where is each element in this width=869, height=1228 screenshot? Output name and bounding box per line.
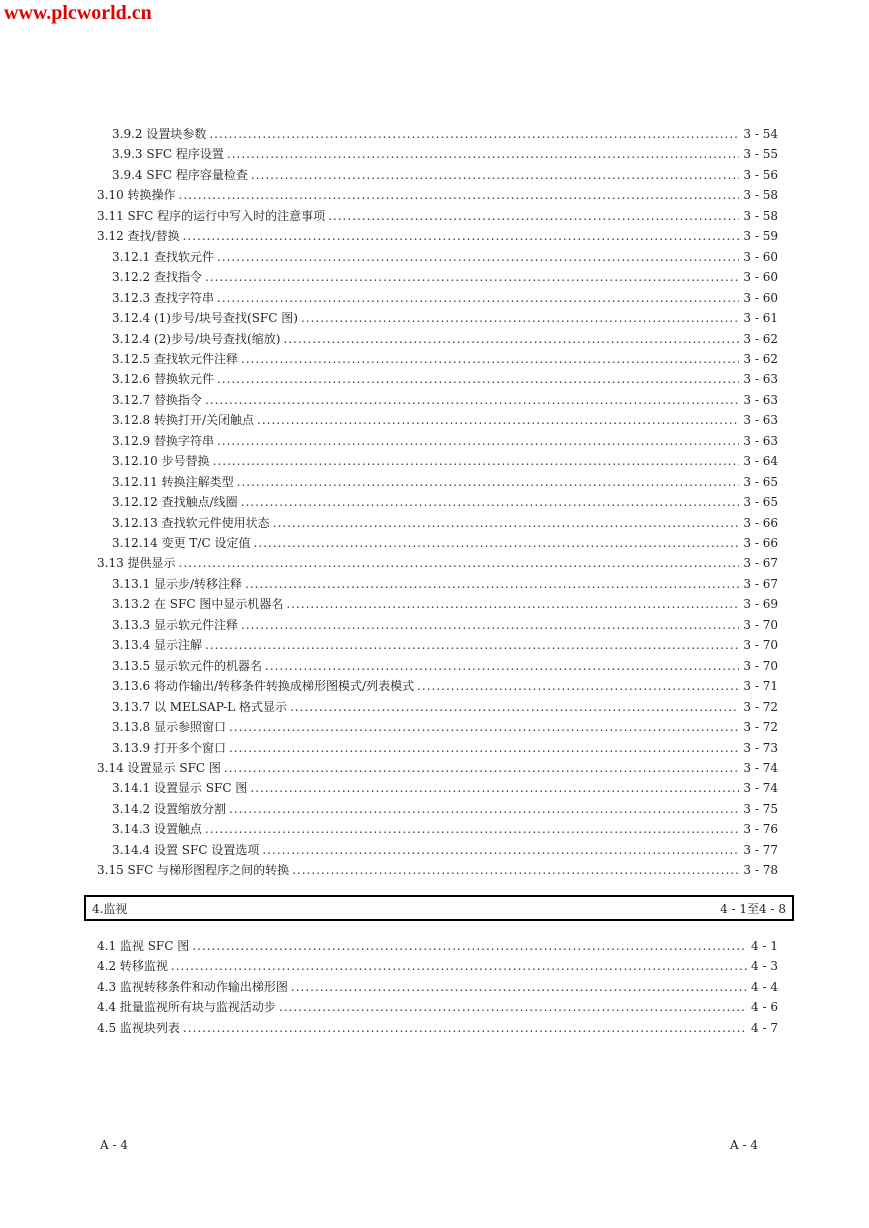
toc-dot-leader <box>171 956 747 976</box>
toc-entry-title: 3.13.6 将动作输出/转移条件转换成梯形图模式/列表模式 <box>112 679 415 694</box>
toc-dot-leader <box>291 977 747 997</box>
toc-dot-leader <box>213 451 740 471</box>
toc-entry-title: 3.12.14 变更 T/C 设定值 <box>112 536 251 550</box>
toc-entry-page: 3 - 73 <box>743 740 778 755</box>
toc-entry-title: 3.14.2 设置缩放分割 <box>112 801 226 816</box>
toc-entry-page: 3 - 72 <box>743 720 778 735</box>
watermark-url[interactable]: www.plcworld.cn <box>4 2 152 24</box>
toc-dot-leader <box>250 778 739 798</box>
toc-dot-leader <box>251 165 740 185</box>
toc-entry-page: 3 - 67 <box>743 576 778 591</box>
toc-entry[interactable] <box>112 533 778 553</box>
toc-entry-page: 3 - 55 <box>743 147 778 162</box>
toc-entry[interactable] <box>112 308 778 328</box>
toc-dot-leader <box>237 472 740 492</box>
toc-entry[interactable] <box>97 860 778 880</box>
toc-dot-leader <box>209 124 739 144</box>
toc-entry-page: 3 - 66 <box>743 536 778 550</box>
toc-entry-title: 3.12.4 (1)步号/块号查找(SFC 图) <box>112 311 298 326</box>
toc-entry-page: 4 - 3 <box>751 959 778 974</box>
toc-entry[interactable] <box>97 758 778 778</box>
toc-entry[interactable] <box>112 513 778 533</box>
toc-entry[interactable] <box>112 656 778 676</box>
toc-entry-title: 3.13.3 显示软元件注释 <box>112 617 238 632</box>
toc-entry-title: 3.13.8 显示参照窗口 <box>112 720 226 735</box>
toc-entry[interactable] <box>112 410 778 430</box>
toc-entry[interactable] <box>97 956 778 976</box>
toc-entry-title: 4.3 监视转移条件和动作输出梯形图 <box>97 979 288 994</box>
toc-entry-page: 3 - 71 <box>743 679 778 694</box>
toc-dot-leader <box>205 390 739 410</box>
toc-entry[interactable] <box>112 247 778 267</box>
toc-entry-title: 3.9.4 SFC 程序容量检查 <box>112 167 248 182</box>
toc-dot-leader <box>241 349 739 369</box>
toc-entry[interactable] <box>112 390 778 410</box>
toc-entry-page: 3 - 75 <box>743 801 778 816</box>
toc-entry-page: 3 - 76 <box>743 822 778 837</box>
toc-dot-leader <box>183 226 740 246</box>
toc-entry[interactable] <box>112 349 778 369</box>
toc-dot-leader <box>229 738 739 758</box>
toc-entry-title: 3.11 SFC 程序的运行中写入时的注意事项 <box>97 208 326 223</box>
toc-entry-page: 3 - 78 <box>743 863 778 878</box>
toc-entry-title: 3.14 设置显示 SFC 图 <box>97 760 221 775</box>
toc-entry[interactable] <box>112 165 778 185</box>
toc-entry-title: 3.12.10 步号替换 <box>112 454 210 469</box>
toc-dot-leader <box>265 656 739 676</box>
toc-entry-page: 3 - 63 <box>743 413 778 428</box>
toc-entry-title: 3.14.3 设置触点 <box>112 822 202 837</box>
toc-dot-leader <box>290 697 739 717</box>
toc-dot-leader <box>257 410 739 430</box>
toc-dot-leader <box>417 676 739 696</box>
toc-entry[interactable] <box>112 451 778 471</box>
toc-entry-page: 3 - 56 <box>743 167 778 182</box>
toc-dot-leader <box>183 1018 747 1038</box>
toc-entry[interactable] <box>112 124 778 144</box>
toc-entry[interactable] <box>97 1018 778 1038</box>
toc-entry-page: 3 - 60 <box>743 290 778 305</box>
toc-entry-page: 3 - 62 <box>743 351 778 366</box>
toc-dot-leader <box>229 717 739 737</box>
toc-entry-title: 4.2 转移监视 <box>97 959 168 974</box>
toc-entry[interactable] <box>112 288 778 308</box>
toc-entry[interactable] <box>112 819 778 839</box>
toc-entry-title: 3.12.2 查找指令 <box>112 270 202 285</box>
toc-entry[interactable] <box>112 267 778 287</box>
toc-entry-page: 4 - 6 <box>751 1000 778 1015</box>
toc-entry-page: 3 - 69 <box>743 597 778 612</box>
toc-dot-leader <box>205 635 739 655</box>
toc-dot-leader <box>301 308 739 328</box>
toc-entry-page: 3 - 63 <box>743 372 778 387</box>
toc-dot-leader <box>217 288 739 308</box>
toc-entry[interactable] <box>97 185 778 205</box>
toc-dot-leader <box>205 267 739 287</box>
toc-entry[interactable] <box>112 492 778 512</box>
toc-entry-title: 3.15 SFC 与梯形图程序之间的转换 <box>97 863 290 878</box>
toc-entry-title: 3.14.1 设置显示 SFC 图 <box>112 781 248 796</box>
toc-dot-leader <box>229 799 739 819</box>
chapter-page-range: 4 - 1至4 - 8 <box>720 901 786 916</box>
toc-entry-title: 3.10 转换操作 <box>97 188 176 203</box>
toc-dot-leader <box>253 533 739 553</box>
toc-entry-page: 3 - 66 <box>743 515 778 530</box>
toc-entry-page: 4 - 7 <box>751 1020 778 1035</box>
toc-entry[interactable] <box>112 697 778 717</box>
toc-dot-leader <box>286 594 739 614</box>
toc-entry[interactable] <box>97 977 778 997</box>
chapter-title: 4.监视 <box>92 901 128 916</box>
toc-entry-title: 3.12.6 替换软元件 <box>112 372 214 387</box>
toc-dot-leader <box>279 997 747 1017</box>
toc-entry[interactable] <box>112 778 778 798</box>
toc-dot-leader <box>179 553 740 573</box>
toc-entry[interactable] <box>112 574 778 594</box>
toc-entry[interactable] <box>97 936 778 956</box>
toc-entry-page: 3 - 65 <box>743 495 778 510</box>
toc-entry[interactable] <box>97 206 778 226</box>
toc-entry-page: 3 - 70 <box>743 617 778 632</box>
toc-entry-title: 3.12.4 (2)步号/块号查找(缩放) <box>112 331 281 346</box>
toc-entry-title: 3.12.3 查找字符串 <box>112 290 214 305</box>
toc-entry-page: 3 - 60 <box>743 270 778 285</box>
toc-entry[interactable] <box>112 329 778 349</box>
toc-dot-leader <box>217 369 739 389</box>
toc-dot-leader <box>192 936 747 956</box>
toc-entry-title: 3.12.9 替换字符串 <box>112 433 214 448</box>
toc-entry-page: 3 - 58 <box>743 188 778 203</box>
toc-entry-title: 3.13.4 显示注解 <box>112 638 202 653</box>
toc-entry[interactable] <box>112 594 778 614</box>
toc-entry[interactable] <box>112 717 778 737</box>
toc-entry-title: 4.4 批量监视所有块与监视活动步 <box>97 1000 276 1015</box>
toc-entry-page: 3 - 77 <box>743 842 778 857</box>
toc-entry[interactable] <box>112 738 778 758</box>
toc-dot-leader <box>227 144 740 164</box>
toc-dot-leader <box>224 758 740 778</box>
toc-entry-title: 3.12.5 查找软元件注释 <box>112 351 238 366</box>
toc-entry-page: 3 - 70 <box>743 658 778 673</box>
chapter-4-heading-box <box>84 895 794 921</box>
toc-entry-page: 4 - 1 <box>751 939 778 953</box>
toc-entry[interactable] <box>112 840 778 860</box>
toc-entry[interactable] <box>112 369 778 389</box>
toc-dot-leader <box>245 574 739 594</box>
toc-entry-title: 3.12.7 替换指令 <box>112 392 202 407</box>
toc-dot-leader <box>241 492 740 512</box>
footer-page-left: A - 4 <box>100 1138 128 1152</box>
toc-entry[interactable] <box>112 431 778 451</box>
toc-entry-page: 3 - 74 <box>743 760 778 775</box>
toc-dot-leader <box>273 513 740 533</box>
toc-entry[interactable] <box>97 553 778 573</box>
toc-entry-page: 3 - 62 <box>743 331 778 346</box>
toc-dot-leader <box>292 860 739 880</box>
toc-entry-title: 3.13 提供显示 <box>97 556 176 571</box>
toc-entry-title: 3.14.4 设置 SFC 设置选项 <box>112 842 260 857</box>
toc-entry-page: 3 - 61 <box>743 311 778 326</box>
toc-dot-leader <box>241 615 739 635</box>
toc-entry[interactable] <box>97 997 778 1017</box>
toc-entry-title: 3.13.5 显示软元件的机器名 <box>112 658 262 673</box>
toc-entry-title: 3.12.8 转换打开/关闭触点 <box>112 413 255 428</box>
toc-entry-title: 3.13.1 显示步/转移注释 <box>112 576 243 591</box>
toc-entry-title: 3.9.2 设置块参数 <box>112 127 207 141</box>
toc-entry-page: 3 - 63 <box>743 392 778 407</box>
toc-dot-leader <box>217 431 739 451</box>
toc-entry-title: 3.13.9 打开多个窗口 <box>112 740 226 755</box>
toc-dot-leader <box>205 819 739 839</box>
toc-dot-leader <box>283 329 739 349</box>
toc-entry[interactable] <box>112 676 778 696</box>
footer-page-right: A - 4 <box>730 1138 758 1152</box>
toc-dot-leader <box>217 247 739 267</box>
toc-entry-title: 3.12 查找/替换 <box>97 229 180 244</box>
toc-entry-title: 4.5 监视块列表 <box>97 1020 180 1035</box>
toc-entry[interactable] <box>112 799 778 819</box>
toc-entry[interactable] <box>112 635 778 655</box>
toc-entry[interactable] <box>97 226 778 246</box>
toc-entry-page: 3 - 67 <box>743 556 778 571</box>
toc-entry-page: 3 - 70 <box>743 638 778 653</box>
toc-dot-leader <box>179 185 740 205</box>
toc-entry[interactable] <box>112 615 778 635</box>
toc-entry-title: 3.13.7 以 MELSAP-L 格式显示 <box>112 699 287 714</box>
toc-entry-page: 3 - 64 <box>743 454 778 469</box>
toc-entry[interactable] <box>112 144 778 164</box>
toc-entry-title: 3.9.3 SFC 程序设置 <box>112 147 224 162</box>
toc-dot-leader <box>328 206 739 226</box>
toc-entry-page: 3 - 72 <box>743 699 778 714</box>
toc-entry-title: 4.1 监视 SFC 图 <box>97 939 190 953</box>
toc-entry-page: 3 - 58 <box>743 208 778 223</box>
toc-dot-leader <box>262 840 739 860</box>
toc-entry-page: 3 - 54 <box>743 127 778 141</box>
toc-entry-page: 3 - 65 <box>743 474 778 489</box>
toc-entry-page: 4 - 4 <box>751 979 778 994</box>
toc-entry-page: 3 - 59 <box>743 229 778 244</box>
toc-entry-page: 3 - 63 <box>743 433 778 448</box>
toc-entry-title: 3.12.11 转换注解类型 <box>112 474 234 489</box>
toc-entry-title: 3.12.1 查找软元件 <box>112 249 214 264</box>
toc-entry-title: 3.12.13 查找软元件使用状态 <box>112 515 270 530</box>
toc-entry-title: 3.12.12 查找触点/线圈 <box>112 495 238 510</box>
toc-entry[interactable] <box>112 472 778 492</box>
toc-entry-page: 3 - 74 <box>743 781 778 796</box>
toc-entry-title: 3.13.2 在 SFC 图中显示机器名 <box>112 597 284 612</box>
toc-entry-page: 3 - 60 <box>743 249 778 264</box>
